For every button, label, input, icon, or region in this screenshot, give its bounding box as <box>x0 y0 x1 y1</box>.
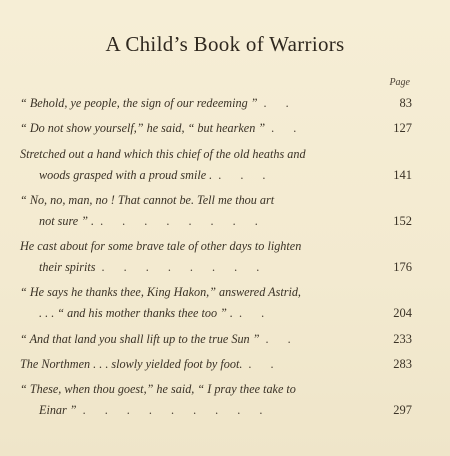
page-number: 141 <box>393 167 412 182</box>
entry-caption-line: not sure ” . . . . . . . . . <box>20 211 412 232</box>
list-item <box>20 144 412 186</box>
entry-caption-line: woods grasped with a proud smile . . . . <box>20 165 412 186</box>
illustrations-list <box>20 93 412 426</box>
dot-leader: . . . . . . . . <box>101 260 268 275</box>
entry-caption-line: “ And that land you shall lift up to the true Sun ” . . <box>20 329 412 350</box>
list-item <box>20 379 412 421</box>
list-item <box>20 93 412 114</box>
dot-leader: . . <box>271 121 305 136</box>
list-item <box>20 118 412 139</box>
dot-leader: . . . . . . . . . <box>82 403 271 418</box>
list-item <box>20 354 412 375</box>
list-item <box>20 236 412 278</box>
book-title: A Child’s Book of Warriors <box>105 32 345 56</box>
page-number: 127 <box>393 121 412 136</box>
dot-leader: . . <box>265 331 299 346</box>
page-number: 152 <box>393 213 412 228</box>
entry-caption-line: “ No, no, man, no ! That cannot be. Tell me thou art <box>20 192 275 207</box>
entry-caption-line: “ He says he thanks thee, King Hakon,” answered Astrid, <box>20 285 301 300</box>
page-number: 204 <box>393 306 412 321</box>
entry-caption-line: Stretched out a hand which this chief of the old heaths and <box>20 146 306 161</box>
page-number: 176 <box>393 260 412 275</box>
dot-leader: . . <box>238 306 273 321</box>
entry-caption-line: Einar ” . . . . . . . . . <box>20 400 412 421</box>
entry-caption-line: “ These, when thou goest,” he said, “ I pray thee take to <box>20 382 296 397</box>
entry-caption-line: . . . “ and his mother thanks thee too ” . . . <box>20 303 412 324</box>
page-column-heading: Page <box>389 77 410 88</box>
list-item <box>20 190 412 232</box>
entry-caption-line: He cast about for some brave tale of other days to lighten <box>20 239 302 254</box>
dot-leader: . . . . . . . . <box>100 213 266 228</box>
entry-caption-line: their spirits . . . . . . . . <box>20 257 412 278</box>
dot-leader: . . <box>248 357 282 372</box>
list-item <box>20 282 412 324</box>
dot-leader: . . . <box>218 167 274 182</box>
entry-caption-line: “ Do not show yourself,” he said, “ but hearken ” . . <box>20 118 412 139</box>
page-number: 283 <box>393 357 412 372</box>
list-item <box>20 329 412 350</box>
page-number: 233 <box>393 331 412 346</box>
entry-caption-line: The Northmen . . . slowly yielded foot by foot. . . <box>20 354 412 375</box>
page-number: 297 <box>393 403 412 418</box>
page-number: 83 <box>399 96 412 110</box>
entry-caption-line: “ Behold, ye people, the sign of our redeeming ” . . <box>20 93 412 114</box>
dot-leader: . . <box>263 96 297 110</box>
